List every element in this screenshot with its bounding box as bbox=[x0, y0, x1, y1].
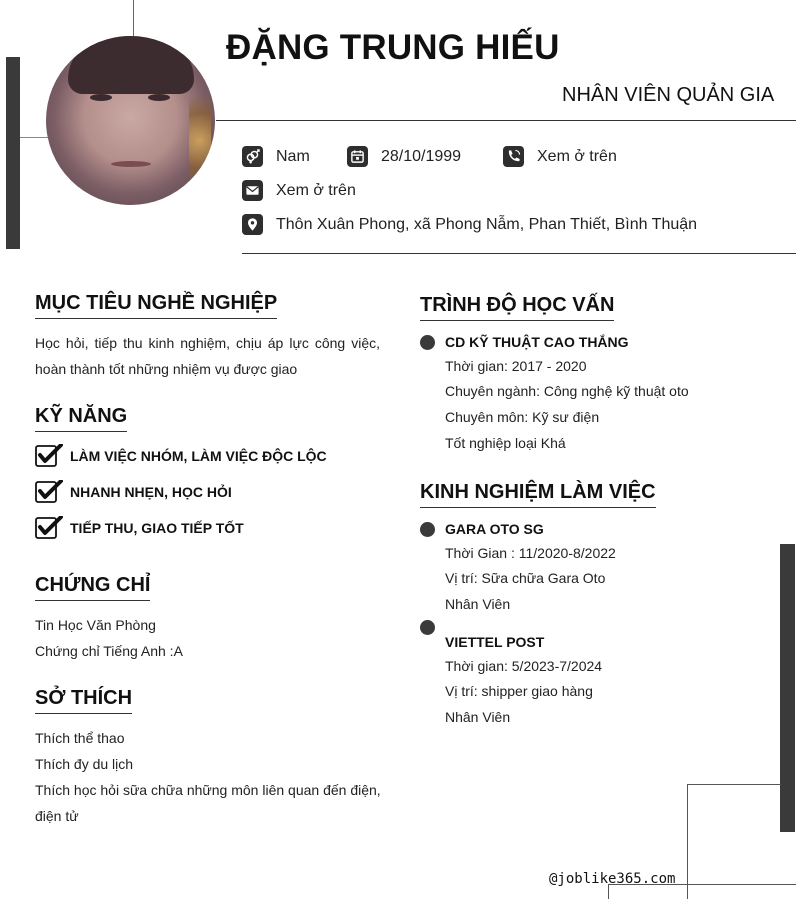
skill-label: NHANH NHẸN, HỌC HỎI bbox=[70, 483, 232, 500]
objective-text: Học hỏi, tiếp thu kinh nghiệm, chịu áp lực công việc, hoàn thành tốt những nhiệm vụ được giao bbox=[35, 335, 380, 377]
address-value: Thôn Xuân Phong, xã Phong Nẫm, Phan Thiết, Bình Thuận bbox=[276, 215, 698, 233]
checkbox-icon bbox=[35, 480, 63, 503]
experience-heading: KINH NGHIỆM LÀM VIỆC bbox=[420, 481, 656, 508]
contact-birthday bbox=[347, 146, 461, 167]
birthday-value: 28/10/1999 bbox=[381, 147, 462, 165]
checkbox-icon bbox=[35, 516, 63, 539]
contact-phone bbox=[503, 146, 617, 167]
contact-email bbox=[242, 180, 356, 201]
company-name: VIETTEL POST bbox=[445, 634, 545, 650]
gender-value: Nam bbox=[276, 147, 310, 165]
decor-line bbox=[133, 0, 134, 38]
watermark: @joblike365.com bbox=[549, 871, 676, 887]
education-line: Thời gian: 2017 - 2020 bbox=[445, 358, 587, 374]
phone-value: Xem ở trên bbox=[537, 147, 617, 165]
skill-label: TIẾP THU, GIAO TIẾP TỐT bbox=[70, 519, 244, 536]
decor-line bbox=[20, 137, 48, 138]
gender-icon bbox=[242, 146, 263, 167]
experience-line: Nhân Viên bbox=[445, 596, 511, 612]
certificate-item: Tin Học Văn Phòng bbox=[35, 617, 156, 633]
contact-address bbox=[242, 214, 697, 235]
certificate-item: Chứng chỉ Tiếng Anh :A bbox=[35, 643, 183, 659]
email-value: Xem ở trên bbox=[276, 181, 356, 199]
school-name: CD KỸ THUẬT CAO THẮNG bbox=[445, 334, 629, 350]
decor-line bbox=[687, 784, 688, 899]
skills-heading: KỸ NĂNG bbox=[35, 405, 127, 432]
hobby-item: Thích học hỏi sữa chữa những môn liên quan đến điện, điện tử bbox=[35, 782, 381, 824]
education-line: Tốt nghiệp loại Khá bbox=[445, 435, 566, 451]
email-icon bbox=[242, 180, 263, 201]
contact-gender bbox=[242, 146, 310, 167]
phone-icon bbox=[503, 146, 524, 167]
candidate-name: ĐẶNG TRUNG HIẾU bbox=[226, 28, 560, 67]
education-line: Chuyên ngành: Công nghệ kỹ thuật oto bbox=[445, 383, 689, 399]
timeline-dot bbox=[420, 522, 435, 537]
left-decor-bar bbox=[6, 57, 20, 249]
hobby-item: Thích thể thao bbox=[35, 730, 125, 746]
skill-item bbox=[35, 516, 244, 539]
experience-line: Vị trí: shipper giao hàng bbox=[445, 683, 593, 699]
timeline-dot bbox=[420, 335, 435, 350]
skill-item bbox=[35, 480, 232, 503]
education-line: Chuyên môn: Kỹ sư điện bbox=[445, 409, 600, 425]
checkbox-icon bbox=[35, 444, 63, 467]
company-name: GARA OTO SG bbox=[445, 521, 544, 537]
experience-line: Thời gian: 5/2023-7/2024 bbox=[445, 658, 603, 674]
location-icon bbox=[242, 214, 263, 235]
avatar bbox=[46, 36, 215, 205]
skill-label: LÀM VIỆC NHÓM, LÀM VIỆC ĐỘC LỘC bbox=[70, 447, 327, 464]
skill-item bbox=[35, 444, 327, 467]
certificates-heading: CHỨNG CHỈ bbox=[35, 574, 150, 601]
job-title: NHÂN VIÊN QUẢN GIA bbox=[562, 84, 775, 106]
experience-line: Thời Gian : 11/2020-8/2022 bbox=[445, 545, 616, 561]
contact-divider bbox=[242, 253, 796, 254]
calendar-icon bbox=[347, 146, 368, 167]
experience-line: Vị trí: Sữa chữa Gara Oto bbox=[445, 570, 606, 586]
header-divider bbox=[216, 120, 796, 121]
objective-heading: MỤC TIÊU NGHỀ NGHIỆP bbox=[35, 292, 277, 319]
decor-line bbox=[687, 784, 781, 785]
right-decor-bar bbox=[780, 544, 795, 832]
hobby-item: Thích đy du lịch bbox=[35, 756, 134, 772]
experience-line: Nhân Viên bbox=[445, 709, 511, 725]
hobbies-heading: SỞ THÍCH bbox=[35, 687, 132, 714]
timeline-dot bbox=[420, 620, 435, 635]
education-heading: TRÌNH ĐỘ HỌC VẤN bbox=[420, 294, 614, 321]
